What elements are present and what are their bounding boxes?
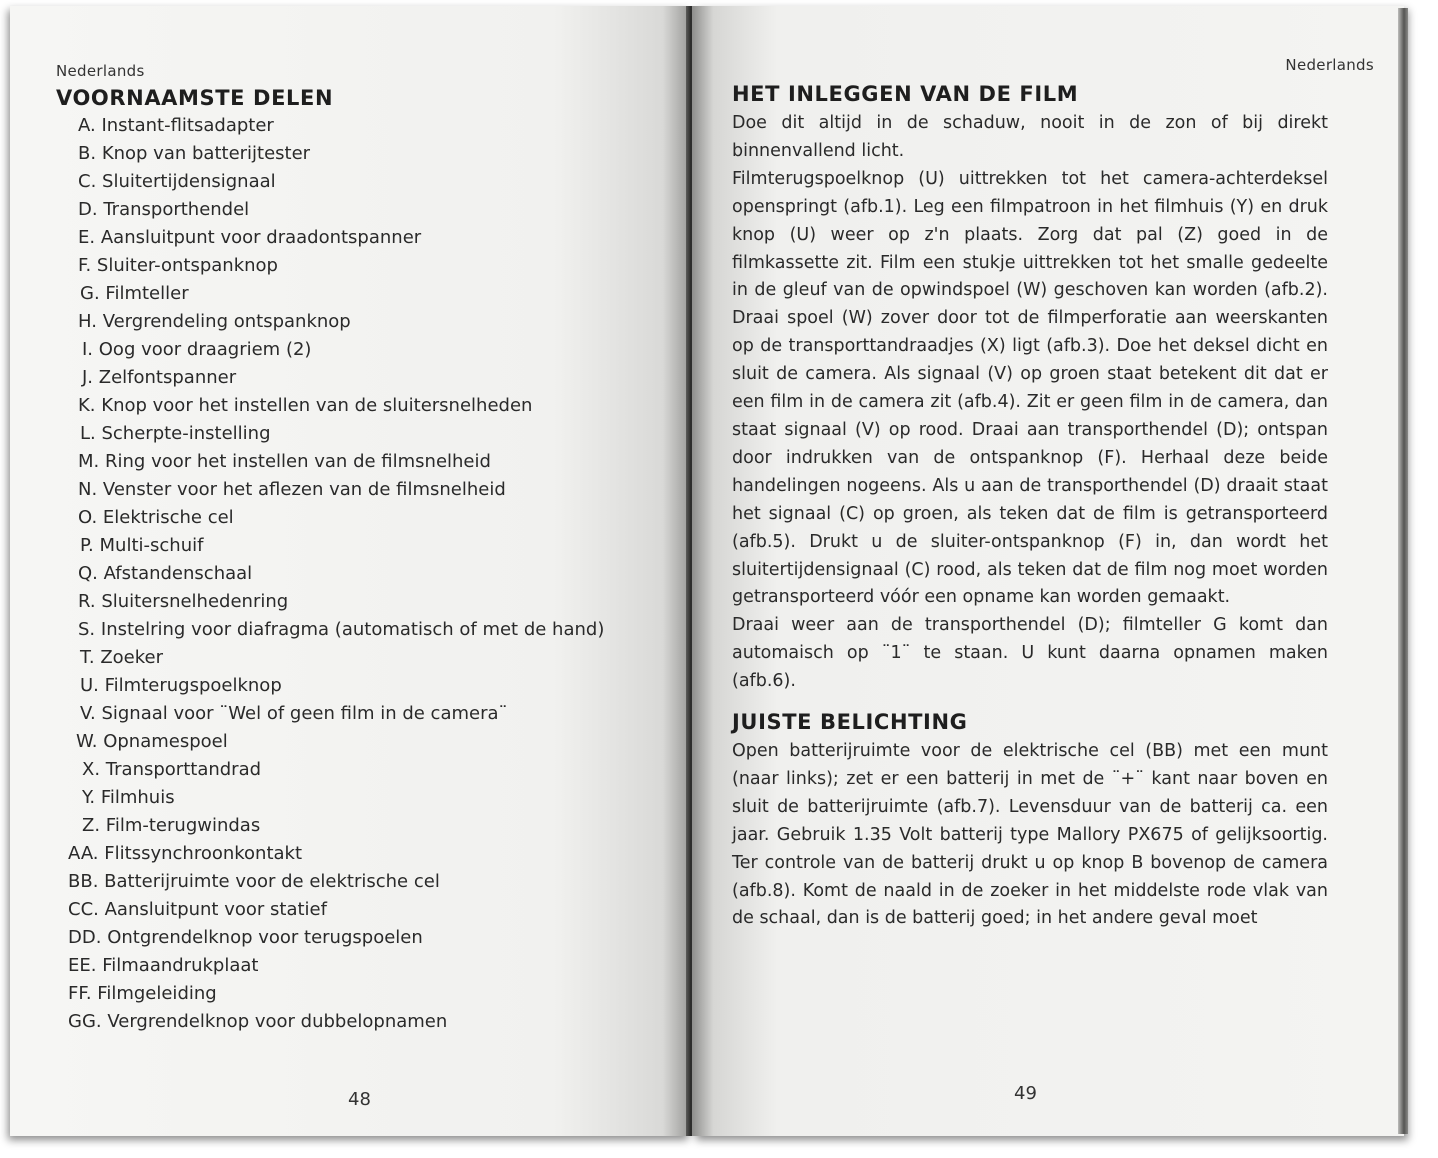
- left-page-language: Nederlands: [56, 62, 145, 80]
- part-letter: Z.: [82, 815, 101, 836]
- part-name: Instant-flitsadapter: [101, 115, 274, 136]
- right-page-number: 49: [1014, 1083, 1037, 1104]
- part-letter: S.: [78, 619, 96, 640]
- part-name: Filmgeleiding: [97, 983, 217, 1004]
- part-letter: O.: [78, 507, 98, 528]
- part-letter: L.: [80, 423, 96, 444]
- part-item: [56, 420, 676, 448]
- left-page-number: 48: [348, 1089, 371, 1110]
- part-item: [56, 588, 676, 616]
- section-heading-exposure: JUISTE BELICHTING: [732, 710, 968, 735]
- right-page-content: [732, 78, 1328, 933]
- part-letter: B.: [78, 143, 97, 164]
- part-item: [56, 168, 676, 196]
- part-item: [56, 532, 676, 560]
- part-letter: BB.: [68, 871, 99, 892]
- part-item: [56, 644, 676, 672]
- part-item: [56, 672, 676, 700]
- part-letter: I.: [82, 339, 94, 360]
- part-name: Film-terugwindas: [105, 815, 261, 836]
- part-name: Filmaandrukplaat: [102, 955, 259, 976]
- part-item: [56, 112, 676, 140]
- part-name: Vergrendeling ontspanknop: [102, 311, 351, 332]
- part-name: Signaal voor ¨Wel of geen film in de camera¨: [101, 703, 508, 724]
- exposure-paragraph-1: Open batterijruimte voor de elektrische cel (BB) met een munt (naar links); zet er een batterij in met de ¨+¨ kant naar boven en sluit de batterijruimte (afb.7). Levensduur van de batterij ca. een jaar. Gebruik 1.35 Volt batterij type Mallory PX675 of gelijksoortig. Ter controle van de batterij drukt u op knop B bovenop de camera (afb.8). Komt de naald in de zoeker in het middelste rode vlak van de schaal, dan is de batterij goed; in het andere geval moet: [732, 741, 1328, 929]
- part-letter: R.: [78, 591, 96, 612]
- film-loading-paragraph-1: Doe dit altijd in de schaduw, nooit in de zon of bij direkt binnenvallend licht.: [732, 113, 1328, 161]
- part-item: [56, 896, 676, 924]
- part-name: Ring voor het instellen van de filmsnelheid: [105, 451, 491, 472]
- left-page-heading: VOORNAAMSTE DELEN: [56, 86, 334, 110]
- part-item: [56, 700, 676, 728]
- film-loading-paragraph-3: Draai weer aan de transporthendel (D); filmteller G komt dan automaisch op ¨1¨ te staan. U kunt daarna opnamen maken (afb.6).: [732, 615, 1328, 692]
- part-item: [56, 476, 676, 504]
- film-loading-paragraph-2: Filmterugspoelknop (U) uittrekken tot het camera-achterdeksel openspringt (afb.1). Leg een filmpatroon in het filmhuis (Y) en druk knop (U) weer op z'n plaats. Zorg dat pal (Z) goed in de filmkassette zit. Film een stukje uittrekken tot het smalle gedeelte in de gleuf van de opwindspoel (W) geschoven kan worden (afb.2). Draai spoel (W) zover door tot de filmperforatie aan weerskanten op de transporttandraadjes (X) ligt (afb.3). Doe het deksel dicht en sluit de camera. Als signaal (V) op groen staat betekent dit dat er een film in de camera zit (afb.4). Zit er geen film in de camera, dan staat signaal (V) op rood. Draai aan transporthendel (D); ontspan door indrukken van de ontspanknop (F). Herhaal deze beide handelingen nogeens. Als u aan de transporthendel (D) draait staat het signaal (C) op groen, als teken dat de film is getransporteerd (afb.5). Drukt u de sluiter-ontspanknop (F) in, dan wordt het sluitertijdensignaal (C) rood, als teken dat de film nog moet worden getransporteerd vóór een opname kan worden gemaakt.: [732, 168, 1328, 608]
- part-letter: DD.: [68, 927, 102, 948]
- part-letter: GG.: [68, 1011, 102, 1032]
- part-letter: M.: [78, 451, 100, 472]
- part-letter: T.: [80, 647, 95, 668]
- part-name: Sluiter-ontspanknop: [96, 255, 278, 276]
- part-letter: G.: [80, 283, 100, 304]
- part-letter: W.: [76, 731, 98, 752]
- part-letter: AA.: [68, 843, 99, 864]
- part-item: [56, 196, 676, 224]
- part-item: [56, 504, 676, 532]
- page-stack-edge: [1398, 8, 1408, 1134]
- part-letter: X.: [82, 759, 101, 780]
- part-name: Transporthendel: [103, 199, 250, 220]
- part-name: Filmhuis: [100, 787, 175, 808]
- part-letter: H.: [78, 311, 97, 332]
- part-letter: CC.: [68, 899, 99, 920]
- right-page-language: Nederlands: [1285, 56, 1374, 74]
- part-letter: F.: [78, 255, 92, 276]
- part-name: Venster voor het aflezen van de filmsnelheid: [102, 479, 506, 500]
- part-letter: V.: [80, 703, 96, 724]
- part-name: Aansluitpunt voor draadontspanner: [100, 227, 422, 248]
- left-page: [10, 6, 690, 1136]
- part-name: Knop van batterijtester: [101, 143, 311, 164]
- part-name: Oog voor draagriem (2): [98, 339, 312, 360]
- part-name: Ontgrendelknop voor terugspoelen: [107, 927, 423, 948]
- part-letter: K.: [78, 395, 96, 416]
- part-item: [56, 448, 676, 476]
- part-name: Sluitertijdensignaal: [102, 171, 276, 192]
- part-item: [56, 980, 676, 1008]
- part-item: [56, 728, 676, 756]
- part-name: Afstandenschaal: [103, 563, 253, 584]
- part-item: [56, 868, 676, 896]
- part-item: [56, 336, 676, 364]
- part-item: [56, 924, 676, 952]
- part-name: Knop voor het instellen van de sluitersnelheden: [101, 395, 533, 416]
- part-name: Filmteller: [105, 283, 189, 304]
- part-name: Flitssynchroonkontakt: [104, 843, 303, 864]
- part-item: [56, 224, 676, 252]
- part-letter: P.: [80, 535, 94, 556]
- part-item: [56, 280, 676, 308]
- part-item: [56, 560, 676, 588]
- part-item: [56, 616, 676, 644]
- part-name: Batterijruimte voor de elektrische cel: [104, 871, 440, 892]
- part-item: [56, 392, 676, 420]
- part-letter: U.: [80, 675, 99, 696]
- part-item: [56, 812, 676, 840]
- part-name: Vergrendelknop voor dubbelopnamen: [107, 1011, 448, 1032]
- part-letter: C.: [78, 171, 97, 192]
- part-name: Elektrische cel: [102, 507, 234, 528]
- part-item: [56, 140, 676, 168]
- part-item: [56, 952, 676, 980]
- part-letter: FF.: [68, 983, 92, 1004]
- part-letter: EE.: [68, 955, 97, 976]
- part-item: [56, 840, 676, 868]
- part-letter: D.: [78, 199, 98, 220]
- parts-list: [56, 112, 676, 1036]
- part-letter: N.: [78, 479, 98, 500]
- part-item: [56, 364, 676, 392]
- part-name: Opnamespoel: [103, 731, 228, 752]
- part-item: [56, 756, 676, 784]
- part-name: Zelfontspanner: [98, 367, 237, 388]
- part-name: Transporttandrad: [105, 759, 262, 780]
- part-name: Aansluitpunt voor statief: [104, 899, 327, 920]
- part-name: Zoeker: [100, 647, 164, 668]
- part-name: Multi-schuif: [99, 535, 204, 556]
- part-item: [56, 784, 676, 812]
- part-item: [56, 308, 676, 336]
- part-name: Instelring voor diafragma (automatisch of met de hand): [100, 619, 605, 640]
- part-letter: Y.: [82, 787, 96, 808]
- part-letter: E.: [78, 227, 96, 248]
- part-name: Sluitersnelhedenring: [101, 591, 289, 612]
- right-page: [692, 6, 1404, 1136]
- part-letter: Q.: [78, 563, 98, 584]
- part-item: [56, 1008, 676, 1036]
- part-letter: A.: [78, 115, 96, 136]
- part-name: Scherpte-instelling: [101, 423, 271, 444]
- part-item: [56, 252, 676, 280]
- part-letter: J.: [82, 367, 94, 388]
- section-heading-film-loading: HET INLEGGEN VAN DE FILM: [732, 82, 1079, 106]
- part-name: Filmterugspoelknop: [104, 675, 282, 696]
